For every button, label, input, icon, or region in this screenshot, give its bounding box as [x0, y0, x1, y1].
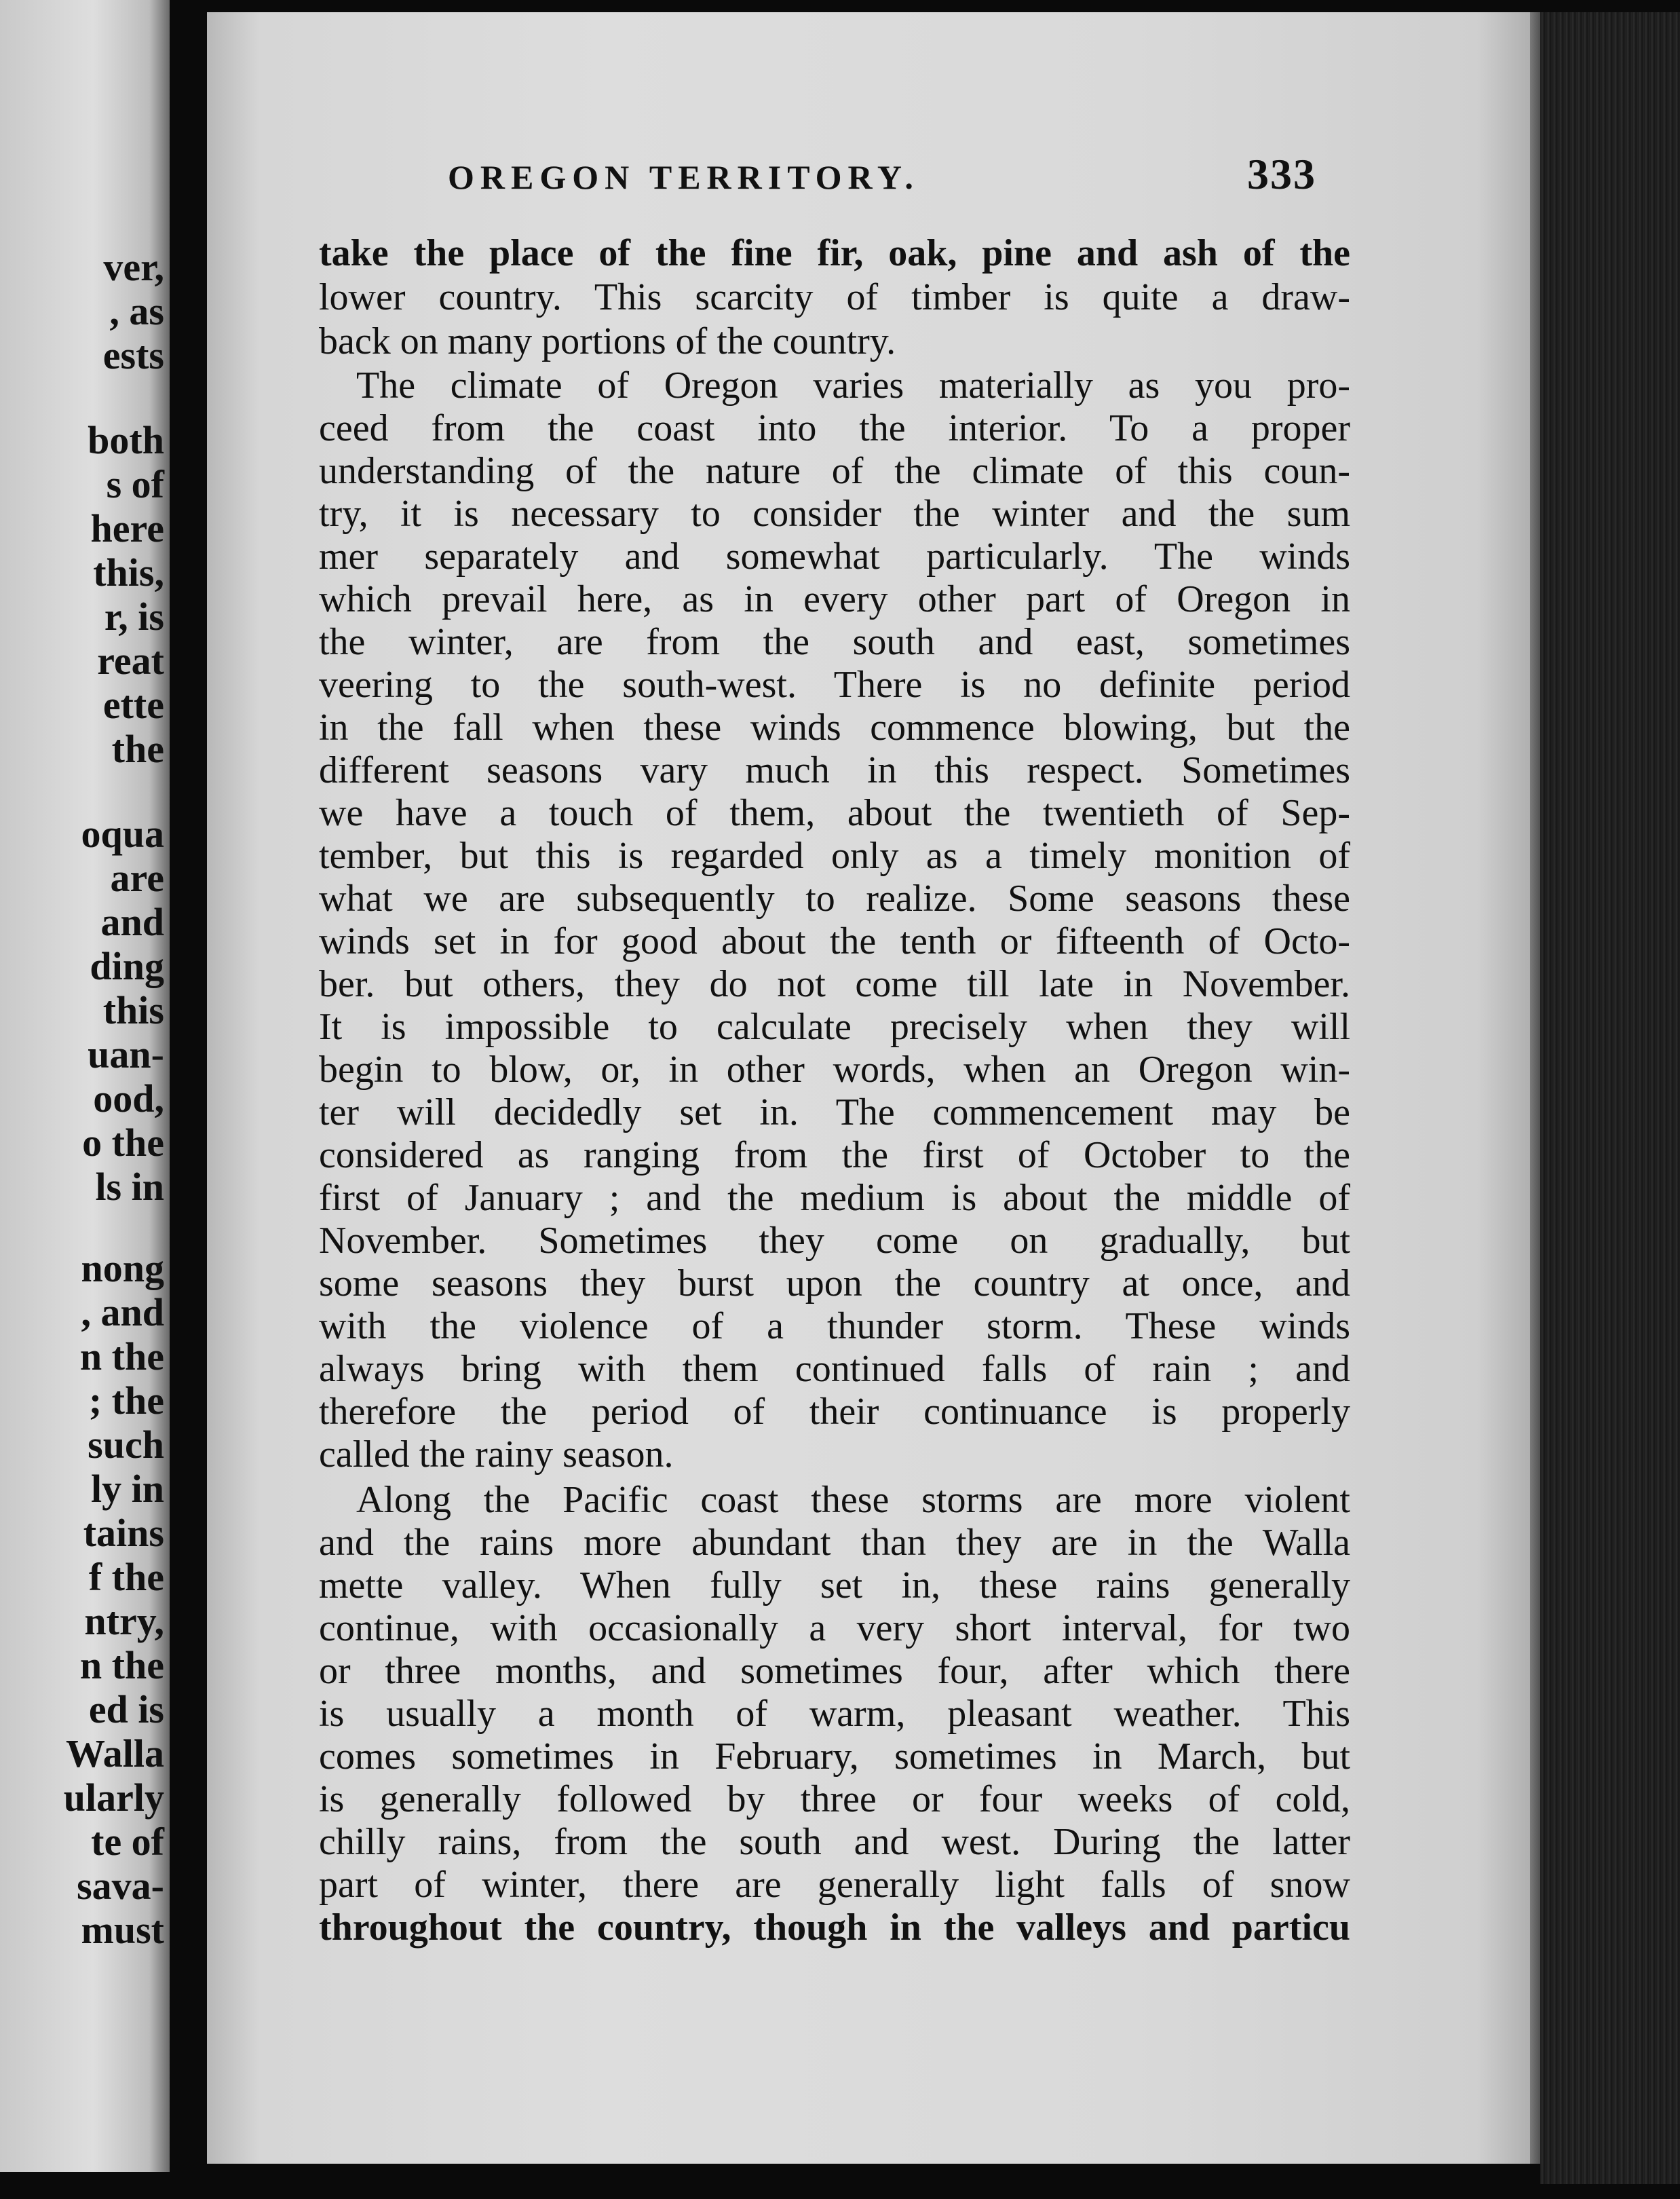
text-line: what we are subsequently to realize. Some seasons these — [319, 878, 1350, 920]
facing-fragment: oqua — [81, 812, 164, 856]
text-line: and the rains more abundant than they are in the Walla — [319, 1522, 1350, 1564]
text-line: throughout the country, though in the valleys and particu — [319, 1906, 1350, 1949]
text-line: considered as ranging from the first of October to the — [319, 1134, 1350, 1176]
text-line: understanding of the nature of the climate of this coun- — [319, 450, 1350, 492]
text-line: therefore the period of their continuance is properly — [319, 1391, 1350, 1433]
facing-fragment: ests — [102, 333, 164, 377]
text-line: ber. but others, they do not come till late in November. — [319, 963, 1350, 1005]
text-line: part of winter, there are generally light falls of snow — [319, 1864, 1350, 1906]
text-line: continue, with occasionally a very short interval, for two — [319, 1607, 1350, 1649]
facing-fragment: r, is — [104, 595, 164, 639]
text-line: tember, but this is regarded only as a timely monition of — [319, 835, 1350, 877]
text-line: called the rainy season. — [319, 1433, 674, 1476]
facing-fragment: such — [88, 1423, 164, 1467]
text-line: winds set in for good about the tenth or fifteenth of Octo- — [319, 920, 1350, 962]
facing-fragment: uan- — [88, 1032, 164, 1076]
text-line: ter will decidedly set in. The commencement may be — [319, 1091, 1350, 1133]
text-line: ceed from the coast into the interior. To a proper — [319, 407, 1350, 449]
text-line: which prevail here, as in every other part of Oregon in — [319, 578, 1350, 620]
page-block-edge — [1540, 12, 1680, 2184]
facing-fragment: te of — [91, 1820, 164, 1864]
facing-fragment: the — [111, 727, 164, 771]
text-line: is generally followed by three or four weeks of cold, — [319, 1778, 1350, 1820]
facing-fragment: n the — [79, 1334, 164, 1378]
facing-page — [0, 0, 170, 2172]
facing-fragment: and — [100, 900, 164, 944]
text-line: Along the Pacific coast these storms are more violent — [356, 1479, 1350, 1521]
page-number: 333 — [1247, 150, 1316, 198]
facing-fragment: n the — [79, 1643, 164, 1687]
facing-fragment: ; the — [88, 1378, 164, 1423]
text-line: some seasons they burst upon the country at once, and — [319, 1262, 1350, 1304]
facing-fragment: f the — [88, 1555, 164, 1599]
text-line: with the violence of a thunder storm. These winds — [319, 1305, 1350, 1347]
facing-fragment: reat — [97, 639, 164, 683]
text-line: take the place of the fine fir, oak, pine and ash of the — [319, 232, 1350, 274]
text-line: in the fall when these winds commence blowing, but the — [319, 707, 1350, 749]
facing-fragment: both — [88, 418, 164, 462]
text-line: comes sometimes in February, sometimes in March, but — [319, 1735, 1350, 1778]
facing-fragment: are — [110, 856, 164, 900]
text-line: first of January ; and the medium is about the middle of — [319, 1177, 1350, 1219]
facing-fragment: tains — [83, 1511, 164, 1555]
text-line: lower country. This scarcity of timber is quite a draw- — [319, 276, 1350, 318]
text-line: mette valley. When fully set in, these rains generally — [319, 1564, 1350, 1606]
facing-fragment: s of — [106, 462, 164, 506]
text-line: we have a touch of them, about the twentieth of Sep- — [319, 792, 1350, 834]
facing-fragment: ood, — [93, 1076, 164, 1121]
facing-fragment: Walla — [65, 1731, 164, 1775]
text-line: always bring with them continued falls of rain ; and — [319, 1348, 1350, 1390]
facing-fragment: sava- — [77, 1864, 164, 1908]
facing-fragment: ularly — [63, 1775, 164, 1820]
text-line: November. Sometimes they come on gradually, but — [319, 1220, 1350, 1262]
text-line: or three months, and sometimes four, after which there — [319, 1650, 1350, 1692]
text-line: the winter, are from the south and east, sometimes — [319, 621, 1350, 663]
facing-fragment: ed is — [88, 1687, 164, 1731]
text-line: different seasons vary much in this respect. Sometimes — [319, 749, 1350, 791]
facing-fragment: this, — [93, 550, 164, 595]
facing-fragment: here — [90, 506, 164, 550]
text-line: veering to the south-west. There is no definite period — [319, 664, 1350, 706]
text-line: The climate of Oregon varies materially as you pro- — [356, 364, 1350, 407]
text-line: chilly rains, from the south and west. During the latter — [319, 1821, 1350, 1863]
facing-fragment: o the — [82, 1121, 164, 1165]
facing-fragment: ntry, — [84, 1599, 164, 1643]
facing-fragment: , and — [81, 1290, 164, 1334]
text-line: mer separately and somewhat particularly. The winds — [319, 535, 1350, 578]
text-line: is usually a month of warm, pleasant weather. This — [319, 1693, 1350, 1735]
text-line: begin to blow, or, in other words, when an Oregon win- — [319, 1049, 1350, 1091]
facing-fragment: ls in — [95, 1165, 164, 1209]
facing-fragment: ding — [90, 944, 164, 988]
text-line: It is impossible to calculate precisely when they will — [319, 1006, 1350, 1048]
text-line: try, it is necessary to consider the winter and the sum — [319, 493, 1350, 535]
text-line: back on many portions of the country. — [319, 320, 896, 362]
facing-fragment: this — [102, 988, 164, 1032]
facing-fragment: ette — [102, 683, 164, 727]
running-head — [448, 149, 1316, 200]
facing-fragment: ly in — [91, 1467, 164, 1511]
facing-fragment: , as — [109, 289, 164, 333]
facing-fragment: must — [81, 1908, 164, 1952]
facing-fragment: ver, — [103, 245, 164, 289]
facing-fragment: nong — [81, 1246, 164, 1290]
running-title: OREGON TERRITORY. — [448, 158, 919, 196]
